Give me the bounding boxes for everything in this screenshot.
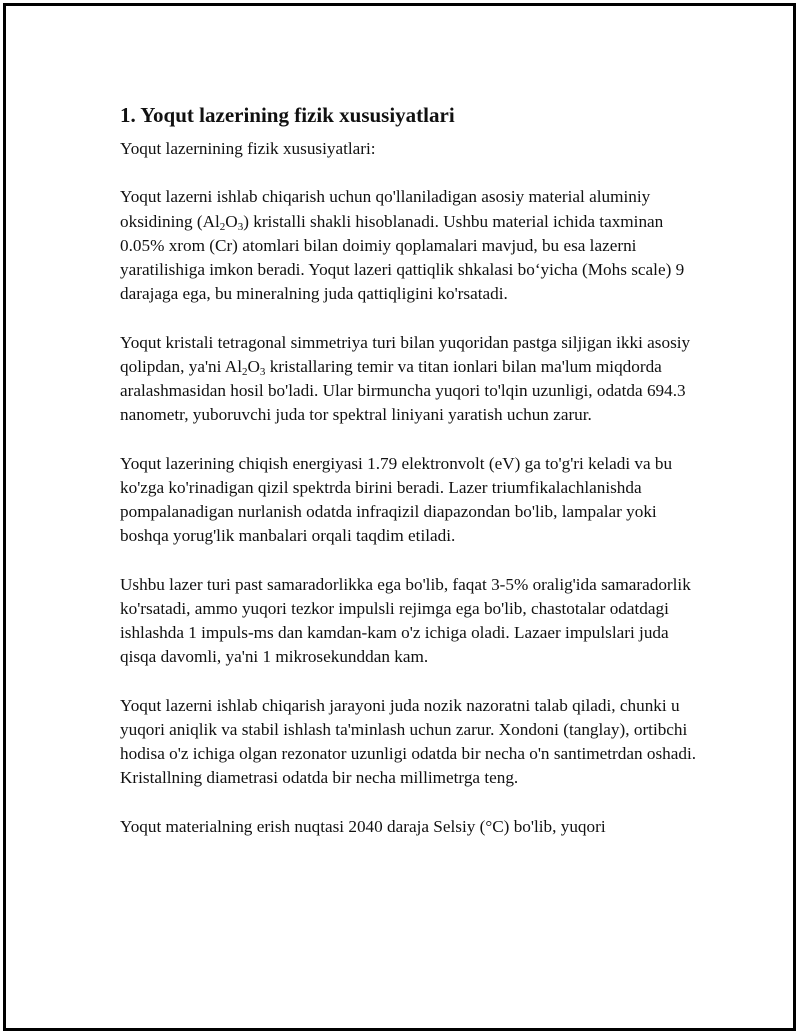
paragraph-melting-point: Yoqut materialning erish nuqtasi 2040 daraja Selsiy (°C) bo'lib, yuqori bbox=[120, 816, 606, 836]
paragraph-production: Yoqut lazerni ishlab chiqarish jarayoni juda nozik nazoratni talab qiladi, chunki u yuqori aniqlik va stabil ishlash ta'minlash uchun zarur. Xondoni (tanglay), ortibchi hodisa o'z ichiga olgan rezonator uzunligi odatda bir necha o'n santimetrdan oshadi. Kristallning diametrasi odatda bir necha millimetrga teng. bbox=[120, 695, 697, 788]
intro-paragraph: Yoqut lazernining fizik xususiyatlari: bbox=[120, 139, 376, 158]
page-frame bbox=[3, 3, 796, 1031]
subscript: 2 bbox=[219, 220, 226, 233]
paragraph-efficiency: Ushbu lazer turi past samaradorlikka ega bo'lib, faqat 3-5% oralig'ida samaradorlik ko'rsatadi, ammo yuqori tezkor impulsli rejimga ega bo'lib, chastotalar odatdagi ishlashda 1 impuls-ms dan kamdan-kam o'z ichiga oladi. Lazaer impulslari juda qisqa davomli, ya'ni 1 mikrosekunddan kam. bbox=[120, 574, 691, 667]
paragraph-material bbox=[120, 185, 700, 306]
text-span: ) kristalli shakli hisoblanadi. Ushbu material ichida taxminan 0.05% xrom (Cr) atomlari bilan doimiy qoplamalari mavjud, bu esa lazerni yaratilishiga imkon beradi. Yoqut lazeri qattiqlik shkalasi bo‘yicha (Mohs scale) 9 darajaga ega, bu mineralning juda qattiqligini ko'rsatadi. bbox=[120, 211, 685, 304]
section-heading: 1. Yoqut lazerining fizik xususiyatlari bbox=[120, 103, 455, 127]
subscript: 3 bbox=[259, 365, 266, 378]
document-body bbox=[120, 102, 700, 863]
text-span: O bbox=[247, 356, 260, 376]
paragraph-energy: Yoqut lazerining chiqish energiyasi 1.79 elektronvolt (eV) ga to'g'ri keladi va bu ko'zga ko'rinadigan qizil spektrda birini beradi. Lazer triumfikalachlanishda pompalanadigan nurlanish odatda infraqizil diapazondan bo'lib, lampalar yoki boshqa yorug'lik manbalari orqali taqdim etiladi. bbox=[120, 453, 673, 546]
text-span: kristallaring temir va titan ionlari bilan ma'lum miqdorda aralashmasidan hosil bo'ladi. Ular birmuncha yuqori to'lqin uzunligi, odatda 694.3 nanometr, yuboruvchi juda tor spektral liniyani yaratish uchun zarur. bbox=[120, 356, 686, 425]
subscript: 3 bbox=[237, 220, 244, 233]
paragraph-crystal bbox=[120, 331, 700, 428]
text-span: O bbox=[225, 211, 238, 231]
text-span: Yoqut kristali tetragonal simmetriya turi bilan yuqoridan pastga siljigan ikki asosiy qolipdan, ya'ni Al bbox=[120, 332, 691, 376]
text-span: Yoqut lazerni ishlab chiqarish uchun qo'llaniladigan asosiy material aluminiy oksidining (Al bbox=[120, 187, 651, 231]
subscript: 2 bbox=[241, 365, 248, 378]
